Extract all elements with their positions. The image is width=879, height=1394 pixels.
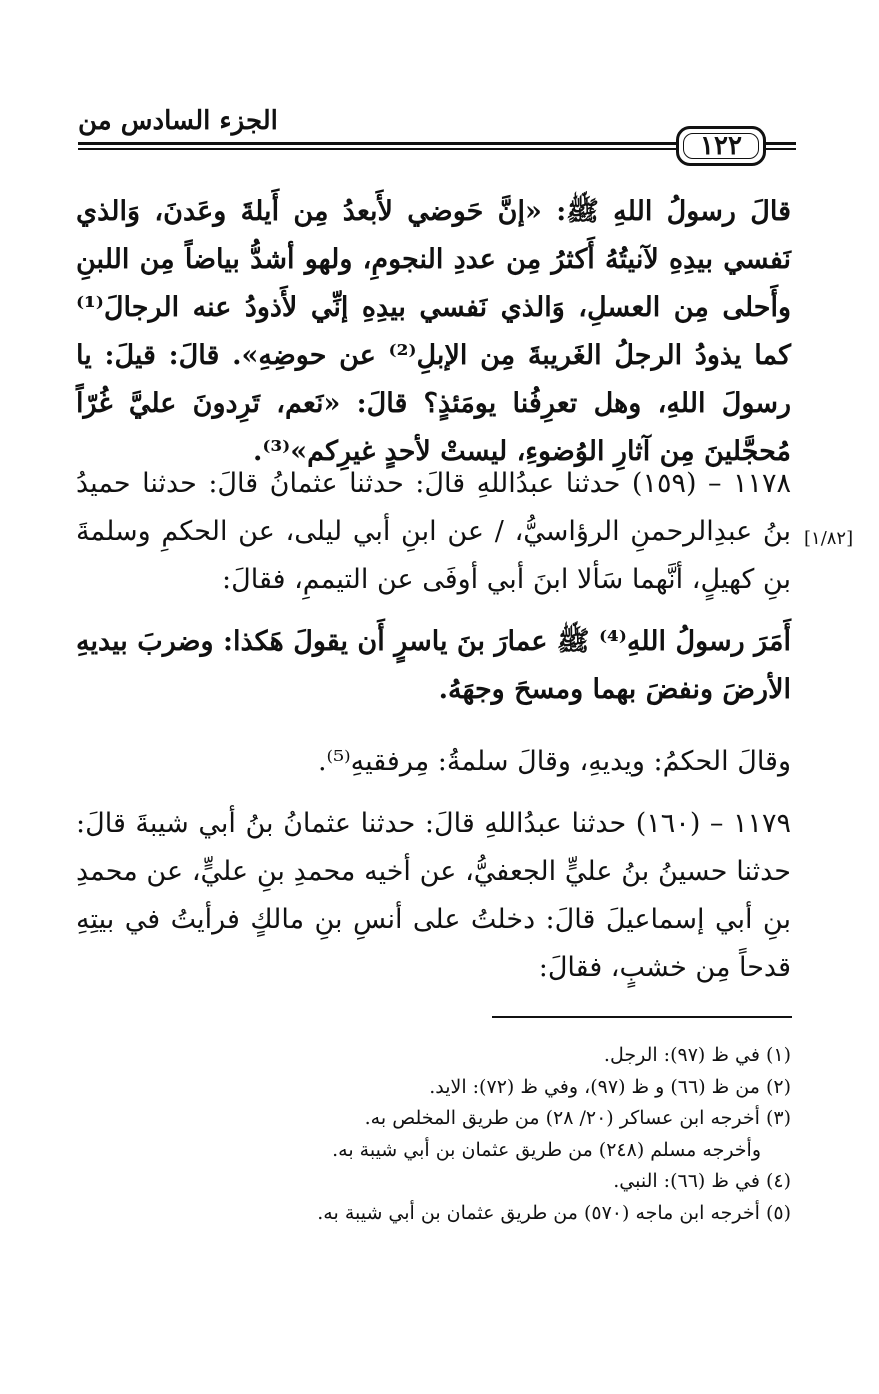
header-rule — [78, 142, 676, 145]
footnote-5: (٥) أخرجه ابن ماجه (٥٧٠) من طريق عثمان بن أبي شيبة به. — [317, 1201, 791, 1224]
narration-note-paragraph: وقالَ الحكمُ: ويديهِ، وقالَ سلمةُ: مِرفقيهِ⁽⁵⁾. — [317, 746, 791, 777]
page-number: ١٢٢ — [700, 131, 742, 161]
header-rule — [78, 148, 676, 150]
footnote-separator — [492, 1016, 792, 1018]
footnote-3-continuation: وأخرجه مسلم (٢٤٨) من طريق عثمان بن أبي شيبة به. — [332, 1138, 761, 1161]
hadith-text-paragraph: أَمَرَ رسولُ اللهِ⁽⁴⁾ ﷺ عمارَ بنَ ياسرٍ أَن يقولَ هَكذا: وضربَ بيديهِ الأرضَ ونفضَ بهما ومسحَ وجهَهُ. — [76, 626, 791, 705]
manuscript-folio-marker: [١/٨٢] — [804, 528, 854, 549]
hadith-text-paragraph: قالَ رسولُ اللهِ ﷺ: «إنَّ حَوضي لأَبعدُ مِن أَيلةَ وعَدنَ، وَالذي نَفسي بيدِهِ لآنيتُهُ أَكثرُ مِن عددِ النجومِ، ولهو أشدُّ بياضاً مِن اللبنِ وأَحلى مِن العسلِ، وَالذي نَفسي بيدِهِ إنِّي لأَذودُ عنه الرجالَ⁽¹⁾ كما يذودُ الرجلُ الغَريبةَ مِن الإبلِ⁽²⁾ عن حوضِهِ». قالَ: قيلَ: يا رسولَ اللهِ، وهل تعرِفُنا يومَئذٍ؟ قالَ: «نَعم، تَرِدونَ عليَّ غُرّاً مُحجَّلينَ مِن آثارِ الوُضوءِ، ليستْ لأحدٍ غيرِكم»⁽³⁾. — [76, 196, 791, 467]
header-rule — [766, 148, 796, 150]
footnote-3: (٣) أخرجه ابن عساكر (٢٠/ ٢٨) من طريق المخلص به. — [364, 1107, 791, 1129]
running-header-title: الجزء السادس من — [78, 106, 278, 136]
footnote-1: (١) في ظ (٩٧): الرجل. — [603, 1044, 791, 1066]
isnad-paragraph-1178: ١١٧٨ – (١٥٩) حدثنا عبدُاللهِ قالَ: حدثنا عثمانُ قالَ: حدثنا حميدُ بنُ عبدِالرحمنِ الرؤاسيُّ، / عن ابنِ أبي ليلى، عن الحكمِ وسلمةَ بنِ كهيلٍ، أنَّهما سَألا ابنَ أبي أوفَى عن التيممِ، فقالَ: — [76, 468, 791, 595]
footnote-2: (٢) من ظ (٦٦) و ظ (٩٧)، وفي ظ (٧٢): الايد. — [429, 1075, 791, 1098]
isnad-paragraph-1179: ١١٧٩ – (١٦٠) حدثنا عبدُاللهِ قالَ: حدثنا عثمانُ بنُ أبي شيبةَ قالَ: حدثنا حسينُ بنُ عليٍّ الجعفيُّ، عن أخيه محمدِ بنِ عليٍّ، عن محمدِ بنِ أبي إسماعيلَ قالَ: دخلتُ على أنسِ بنِ مالكٍ فرأيتُ في بيتِهِ قدحاً مِن خشبٍ، فقالَ: — [76, 808, 791, 983]
footnote-4: (٤) في ظ (٦٦): النبي. — [613, 1170, 791, 1192]
header-rule — [766, 142, 796, 145]
footnotes-block — [76, 1040, 791, 1229]
page-number-frame — [676, 126, 766, 166]
